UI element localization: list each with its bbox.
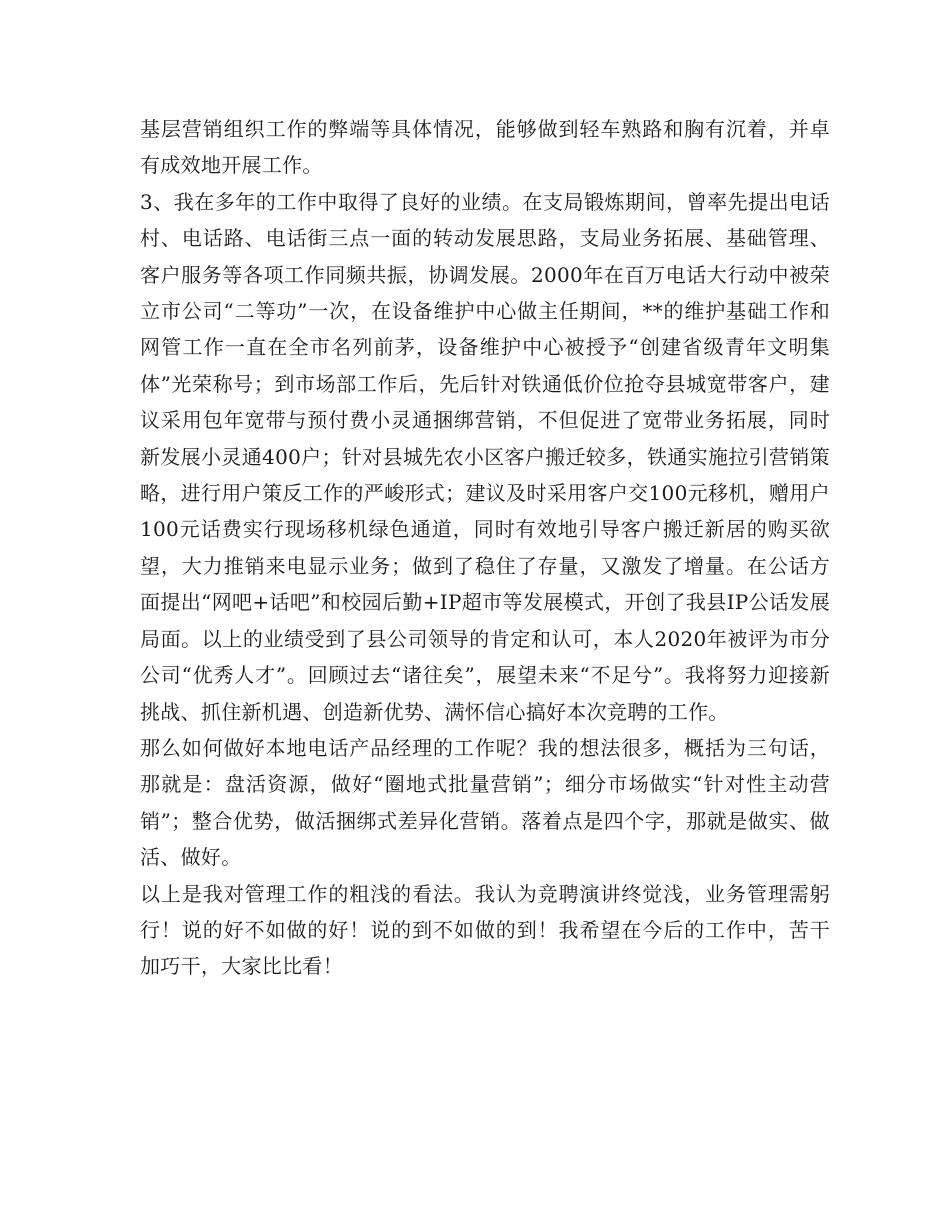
paragraph-achievements: 3、我在多年的工作中取得了良好的业绩。在支局锻炼期间，曾率先提出电话村、电话路、电话街三点一面的转动发展思路，支局业务拓展、基础管理、客户服务等各项工作同频共振，协调发展。2000年在百万电话大行动中被荣立市公司“二等功”一次，在设备维护中心做主任期间，**的维护基础工作和网管工作一直在全市名列前茅，设备维护中心被授予“创建省级青年文明集体”光荣称号；到市场部工作后，先后针对铁通低价位抢夺县城宽带客户，建议采用包年宽带与预付费小灵通捆绑营销，不但促进了宽带业务拓展，同时新发展小灵通400户；针对县城先农小区客户搬迁较多，铁通实施拉引营销策略，进行用户策反工作的严峻形式；建议及时采用客户交100元移机，赠用户100元话费实行现场移机绿色通道，同时有效地引导客户搬迁新居的购买欲望，大力推销来电显示业务；做到了稳住了存量，又激发了增量。在公话方面提出“网吧+话吧”和校园后勤+IP超市等发展模式，开创了我县IP公话发展局面。以上的业绩受到了县公司领导的肯定和认可，本人2020年被评为市分公司“优秀人才”。回顾过去“诸往矣”，展望未来“不足兮”。我将努力迎接新挑战、抓住新机遇、创造新优势、满怀信心搞好本次竞聘的工作。 — [140, 189, 830, 724]
paragraph-intro-continuation: 基层营销组织工作的弊端等具体情况，能够做到轻车熟路和胸有沉着，并卓有成效地开展工作。 — [140, 117, 830, 178]
paragraph-work-plan: 那么如何做好本地电话产品经理的工作呢？我的想法很多，概括为三句话，那就是：盘活资源，做好“圈地式批量营销”；细分市场做实“针对性主动营销”；整合优势，做活捆绑式差异化营销。落着点是四个字，那就是做实、做活、做好。 — [140, 735, 830, 870]
paragraph-closing: 以上是我对管理工作的粗浅的看法。我认为竞聘演讲终觉浅，业务管理需躬行！说的好不如做的好！说的到不如做的到！我希望在今后的工作中，苦干加巧干，大家比比看！ — [140, 881, 830, 979]
document-body — [140, 111, 830, 985]
